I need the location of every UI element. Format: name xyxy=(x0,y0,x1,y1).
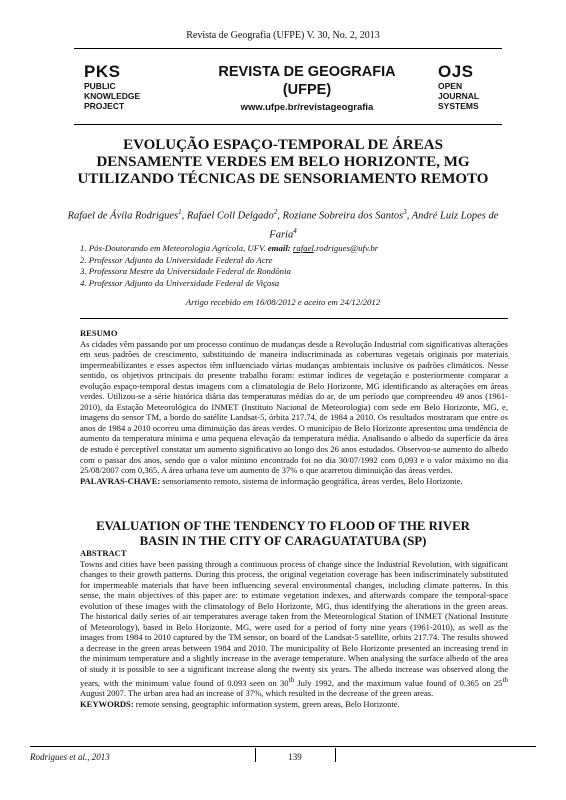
footer-separator xyxy=(255,748,256,762)
title-en-line: BASIN IN THE CITY OF CARAGUATATUBA (SP) xyxy=(139,534,427,548)
ordinal-sup: th xyxy=(502,675,508,684)
email-domain[interactable]: .rodrigues@ufv.br xyxy=(313,243,379,253)
abstract-body: July 1992, and the maximum value found of 0.365 on 25 xyxy=(294,677,503,688)
article-title-pt xyxy=(60,137,506,188)
header-rule-bottom xyxy=(74,124,502,125)
abstract-body: Towns and cities have been passing through a continuous process of change since the Industrial Revolution, with significant changes to their growth patterns. During this process, the original vegetation coverage has been indiscriminately substituted for impermeable materials that have been influencing several environmental changes, including climate patterns. In this sense, the main objectives of this paper are: to estimate vegetation indexes, and afterwards compare the temporal-space evolution of these images with the climatology of Belo Horizonte, MG, thus identifying the alterations in the green areas. The historical daily series of air temperatures average taken from the Meteorological Station of INMET (National Institute of Meteorology), based in Belo Horizonte, MG, were used for a period of forty nine years (1961-2010), as well as the images from 1984 to 2010 captured by the TM sensor, on board of the Landsat-5 satellite, orbits 217.74. The results showed a decrease in the green areas between 1984 and 2010. The municipality of Belo Horizonte presented an increasing trend in the minimum temperature and a slightly increase in the average temperature. When analysing the surface albedo of the area of study it is possible to see a significant increase along the twenty six years. The albedo increase was observed along the years, with the minimum value found of 0.093 seen on 30 xyxy=(80,558,508,688)
author-sup: 1 xyxy=(178,208,182,216)
journal-title: REVISTA DE GEOGRAFIA xyxy=(218,64,396,80)
affiliation-4: 4. Professor Adjunto da Universidade Federal de Viçosa xyxy=(80,277,280,288)
abstract-heading: ABSTRACT xyxy=(80,548,127,558)
footer-citation: Rodrigues et al., 2013 xyxy=(30,752,110,762)
section-rule xyxy=(80,318,508,319)
resumo-body: As cidades vêm passando por um processo contínuo de mudanças desde a Revolução Industrial com significativas alterações em seus padrões de crescimento, substituindo de maneira indiscriminada as coberturas vegetais originais por materiais impermeabilizantes e esses aspectos têm influenciado várias mudanças ambientais inclusive os padrões climáticos. Nesse sentido, os objetivos principais do presente trabalho foram: estimar índices de vegetação e posteriormente comparar a evolução espaço-temporal destas imagens com a climatologia de Belo Horizonte, MG identificando as alterações em áreas verdes. Utilizou-se a série histórica diária das temperaturas médias do ar, de um período que compreendeu 49 anos (1961-2010), da Estação Meteorológica do INMET (Instituto Nacional de Meteorologia) com sede em Belo Horizonte, MG, e, imagens do sensor TM, a bordo do satélite Landsat-5, órbita 217.74, de 1984 a 2010. Os resultados mostraram que entre os anos de 1984 a 2010 ocorreu uma diminuição das áreas verdes. O município de Belo Horizonte apresentou uma tendência de aumento da temperatura mínima e uma pequena elevação da temperatura média. Analisando o albedo da superfície da área de estudo é perceptível constatar um aumento significativo ao longo dos 26 anos estudados. Observou-se aumento do albedo com o passar dos anos, sendo que o valor mínimo encontrado foi no dia 30/07/1992 com 0,093 e o valor máximo no dia 25/08/2007 com 0,365. A área urbana teve um aumento de 37% o que acarretou diminuição das áreas verdes. xyxy=(80,338,508,476)
author-name: André Luiz Lopes de Faria xyxy=(269,210,499,240)
affiliation-text: 1. Pós-Doutorando em Meteorologia Agrícola, UFV. xyxy=(80,243,268,253)
author-sup: 3 xyxy=(403,208,407,216)
ojs-logo-line: SYSTEMS xyxy=(438,101,479,111)
author-name: Roziane Sobreira dos Santos xyxy=(282,210,404,222)
title-en-line: EVALUATION OF THE TENDENCY TO FLOOD OF THE RIVER xyxy=(96,519,470,533)
affiliation-1 xyxy=(80,243,520,255)
resumo-section xyxy=(80,328,508,486)
keywords-label: KEYWORDS: xyxy=(80,698,134,709)
ojs-logo-line: OPEN xyxy=(438,81,463,91)
pks-logo-line: PUBLIC xyxy=(84,81,116,91)
affiliation-3: 3. Professora Mestre da Universidade Federal de Rondônia xyxy=(80,266,291,277)
author-sup: 2 xyxy=(273,208,278,216)
footer-separator xyxy=(335,748,336,762)
email-user[interactable]: rafael xyxy=(292,243,314,253)
pks-logo-title: PKS xyxy=(84,62,121,81)
footer-rule xyxy=(30,746,536,747)
article-title-en xyxy=(60,519,506,549)
author-name: Rafael de Ávila Rodrigues xyxy=(67,210,179,222)
ojs-logo-title: OJS xyxy=(438,62,474,81)
ordinal-sup: th xyxy=(288,675,295,684)
running-header: Revista de Geografia (UFPE) V. 30, No. 2, 2013 xyxy=(186,30,380,41)
abstract-section xyxy=(80,548,508,709)
author-list: Rafael de Ávila Rodrigues$^1$, Rafael Coll Delgado$^2$, Roziane Sobreira dos Santos$^3$, André Luiz Lopes de Faria$^4$ xyxy=(67,208,499,240)
affiliation-2: 2. Professor Adjunto da Universidade Federal do Acre xyxy=(80,254,273,265)
resumo-heading: RESUMO xyxy=(80,328,118,338)
received-date: Artigo recebido em 16/08/2012 e aceito em 24/12/2012 xyxy=(185,297,381,307)
keywords-text: remote sensing, geographic information system, green areas, Belo Horizonte. xyxy=(133,698,400,709)
pks-logo-line: KNOWLEDGE xyxy=(84,91,141,101)
title-pt-line: EVOLUÇÃO ESPAÇO-TEMPORAL DE ÁREAS xyxy=(123,137,443,153)
journal-masthead xyxy=(178,64,436,115)
palavras-chave-text: sensoriamento remoto, sistema de informação geográfica, áreas verdes, Belo Horizonte. xyxy=(160,475,463,486)
header-rule-top xyxy=(74,48,502,49)
palavras-chave-label: PALAVRAS-CHAVE: xyxy=(80,475,161,486)
abstract-body: August 2007. The urban area had an increase of 37%, which resulted in the decrease of the green areas. xyxy=(80,687,434,698)
journal-subtitle: (UFPE) xyxy=(282,82,332,98)
affiliations xyxy=(80,243,520,289)
page-number: 139 xyxy=(288,752,302,762)
ojs-logo-line: JOURNAL xyxy=(438,91,480,101)
ojs-logo xyxy=(438,63,479,111)
author-name: Rafael Coll Delgado xyxy=(186,210,274,222)
email-label: email: xyxy=(267,243,291,253)
journal-url[interactable]: www.ufpe.br/revistageografia xyxy=(240,102,374,113)
title-pt-line: DENSAMENTE VERDES EM BELO HORIZONTE, MG xyxy=(96,154,470,170)
pks-logo-line: PROJECT xyxy=(84,101,125,111)
author-sup: 4 xyxy=(293,226,297,235)
pks-logo xyxy=(84,63,140,111)
title-pt-line: UTILIZANDO TÉCNICAS DE SENSORIAMENTO REMOTO xyxy=(77,171,489,187)
